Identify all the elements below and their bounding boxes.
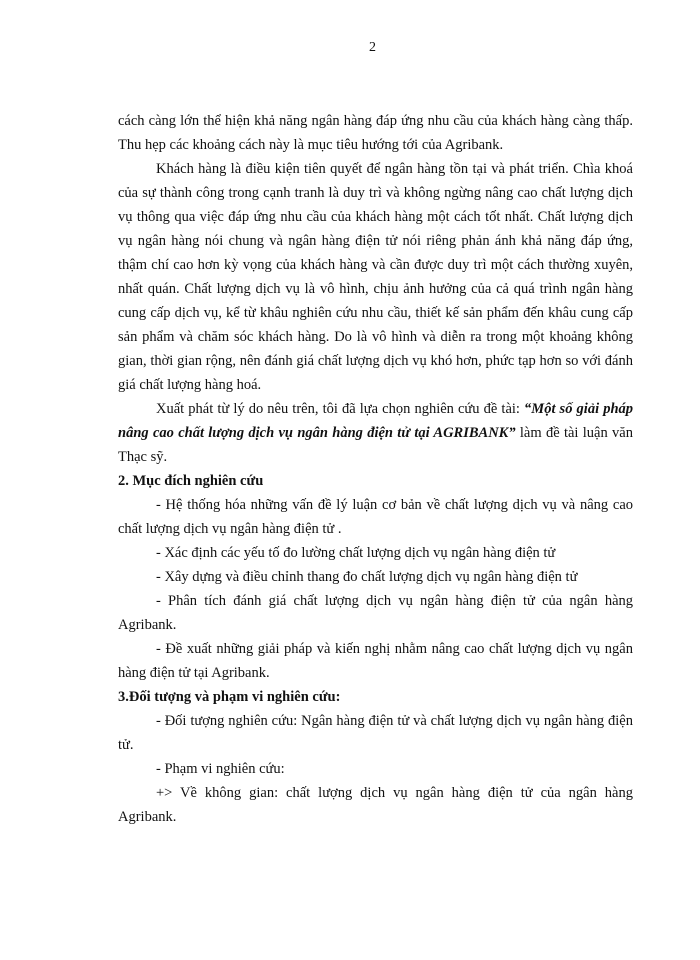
section-heading-purpose: 2. Mục đích nghiên cứu [118, 473, 264, 489]
purpose-item: - Xác định các yếu tố đo lường chất lượng dịch vụ ngân hàng điện tử [156, 545, 556, 561]
topic-end-text: làm đề tài luận văn Thạc sỹ. [118, 425, 633, 465]
scope-item: - Phạm vi nghiên cứu: [156, 761, 285, 777]
page-number: 2 [369, 40, 376, 55]
paragraph-intro-continuation: cách càng lớn thể hiện khả năng ngân hàng đáp ứng nhu cầu của khách hàng càng thấp. Thu hẹp các khoảng cách này là mục tiêu hướng tới của Agribank. [118, 113, 633, 153]
purpose-item: - Hệ thống hóa những vấn đề lý luận cơ bản về chất lượng dịch vụ và nâng cao chất lượng dịch vụ ngân hàng điện tử . [118, 497, 633, 537]
topic-lead-text: Xuất phát từ lý do nêu trên, tôi đã lựa chọn nghiên cứu đề tài: [156, 401, 525, 417]
paragraph-customer-importance: Khách hàng là điều kiện tiên quyết để ngân hàng tồn tại và phát triển. Chìa khoá của sự thành công trong cạnh tranh là duy trì và không ngừng nâng cao chất lượng dịch vụ thông qua việc đáp ứng nhu cầu của khách hàng một cách tốt nhất. Chất lượng dịch vụ ngân hàng nói chung và ngân hàng điện tử nói riêng phản ánh khả năng đáp ứng, thậm chí cao hơn kỳ vọng của khách hàng và cần được duy trì một cách thường xuyên, nhất quán. Chất lượng dịch vụ là vô hình, chịu ảnh hưởng của cả quá trình ngân hàng cung cấp dịch vụ, kể từ khâu nghiên cứu nhu cầu, thiết kế sản phẩm đến khâu cung cấp sản phẩm và chăm sóc khách hàng. Do là vô hình và diễn ra trong một khoảng không gian, thời gian rộng, nên đánh giá chất lượng dịch vụ khó hơn, phức tạp hơn so với đánh giá chất lượng hàng hoá. [118, 161, 633, 393]
paragraph-topic-selection [118, 397, 633, 469]
section-heading-scope: 3.Đối tượng và phạm vi nghiên cứu: [118, 689, 341, 705]
purpose-item: - Đề xuất những giải pháp và kiến nghị nhằm nâng cao chất lượng dịch vụ ngân hàng điện tử tại Agribank. [118, 641, 633, 681]
scope-item: +> Về không gian: chất lượng dịch vụ ngân hàng điện tử của ngân hàng Agribank. [118, 785, 633, 825]
purpose-item: - Phân tích đánh giá chất lượng dịch vụ ngân hàng điện tử của ngân hàng Agribank. [118, 593, 633, 633]
purpose-item: - Xây dựng và điều chỉnh thang đo chất lượng dịch vụ ngân hàng điện tử [156, 569, 578, 585]
document-body [118, 109, 633, 829]
scope-item: - Đối tượng nghiên cứu: Ngân hàng điện tử và chất lượng dịch vụ ngân hàng điện tử. [118, 713, 633, 753]
thesis-title: “Một số giải pháp nâng cao chất lượng dịch vụ ngân hàng điện tử tại AGRIBANK” [118, 401, 634, 441]
